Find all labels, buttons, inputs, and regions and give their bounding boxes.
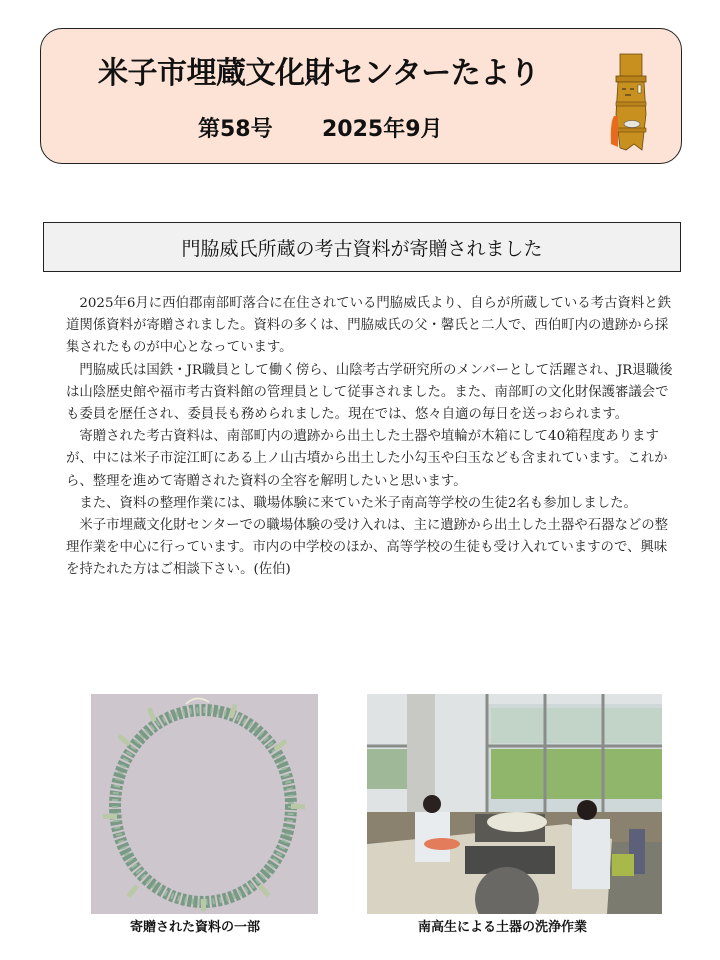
article-title-box [43,222,681,272]
photo-caption: 寄贈された資料の一部 [130,920,261,935]
newsletter-title: 米子市埋蔵文化財センターたより [98,56,540,91]
article-body [66,293,678,582]
article-paragraph: 米子市埋蔵文化財センターでの職場体験の受け入れは、主に遺跡から出土した土器や石器などの整理作業を中心に行っています。市内の中学校のほか、高等学校の生徒も受け入れていますので、興味を持たれた方はご相談下さい。(佐伯) [66,518,669,578]
issue-number: 第58号 [198,117,273,142]
article-paragraph: また、資料の整理作業には、職場体験に来ていた米子南高等学校の生徒2名も参加しました。 [79,495,637,511]
beads-necklace-photo [91,694,318,914]
photo-caption: 南高生による土器の洗浄作業 [418,920,588,935]
article-paragraph: 寄贈された考古資料は、南部町内の遺跡から出土した土器や埴輪が木箱にして40箱程度ありますが、中には米子市淀江町にある上ノ山古墳から出土した小勾玉や臼玉なども含まれています。これから、整理を進めて寄贈された資料の全容を解明したいと思います。 [66,429,668,489]
issue-date: 2025年9月 [322,117,443,142]
article-paragraph: 2025年6月に西伯郡南部町落合に在住されている門脇威氏より、自らが所蔵している考古資料と鉄道関係資料が寄贈されました。資料の多くは、門脇威氏の父・馨氏と二人で、西伯町内の遺跡から採集されたものが中心となっています。 [66,296,672,356]
haniwa-mascot-icon [606,52,656,152]
article-title: 門脇威氏所蔵の考古資料が寄贈されました [181,237,543,260]
students-washing-pottery-photo [367,694,662,914]
article-paragraph: 門脇威氏は国鉄・JR職員として働く傍ら、山陰考古学研究所のメンバーとして活躍され、JR退職後は山陰歴史館や福市考古資料館の管理員として従事されました。また、南部町の文化財保護審議会でも委員を歴任され、委員長も務められました。現在では、悠々自適の毎日を送っおられます。 [66,362,673,423]
